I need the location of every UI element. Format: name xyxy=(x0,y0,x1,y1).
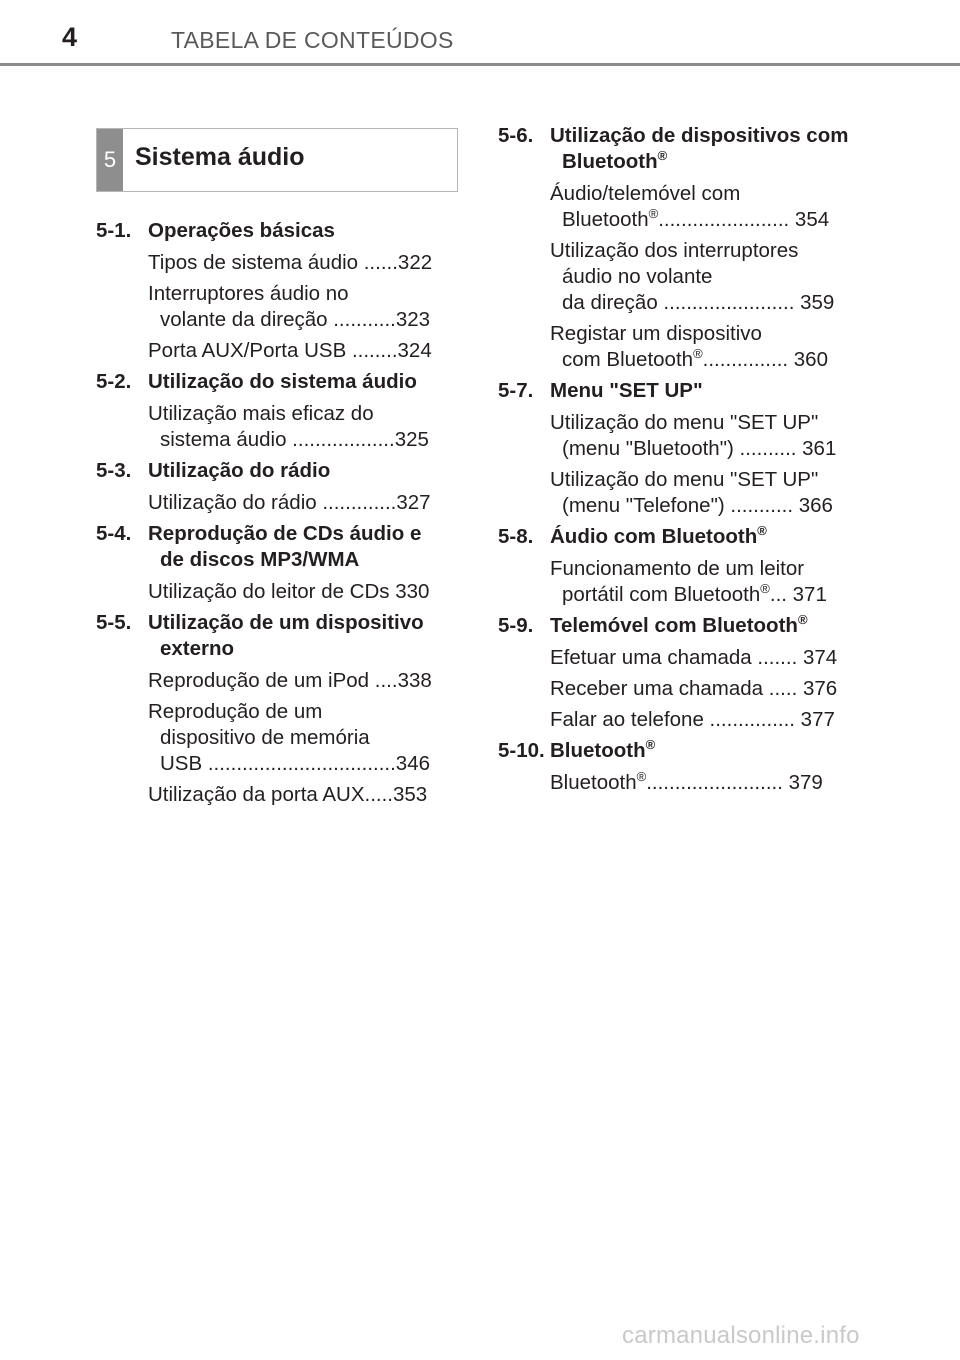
chapter-heading[interactable] xyxy=(96,521,448,573)
toc-entry[interactable] xyxy=(148,782,448,808)
chapter-title-text: Operações básicas xyxy=(148,219,335,242)
section-title: Sistema áudio xyxy=(135,143,305,171)
chapter-number: 5-6. xyxy=(498,124,534,147)
toc-entry-text: Áudio/telemóvel com Bluetooth xyxy=(550,182,741,231)
chapter-title xyxy=(148,610,448,662)
chapter-number: 5-10. xyxy=(498,739,545,762)
chapter-number: 5-4. xyxy=(96,522,132,545)
chapter-heading[interactable] xyxy=(498,123,850,175)
chapter-title xyxy=(550,738,850,764)
toc-entry[interactable] xyxy=(550,645,850,671)
chapter-title xyxy=(148,369,448,395)
page-header xyxy=(0,0,960,68)
section-heading-box xyxy=(96,128,458,192)
toc-entry-text: Utilização do menu "SET UP" (menu "Telefone") ........... 366 xyxy=(550,468,833,517)
registered-mark: ® xyxy=(645,737,656,753)
toc-entry-text: Funcionamento de um leitor portátil com Bluetooth xyxy=(550,557,805,606)
chapter-heading[interactable] xyxy=(498,378,850,404)
chapter-heading[interactable] xyxy=(498,738,850,764)
toc-entry-text: Utilização dos interruptores áudio no volante da direção ....................... 359 xyxy=(550,239,835,314)
page-number: 4 xyxy=(62,22,78,52)
toc-entry[interactable] xyxy=(550,707,850,733)
chapter-heading[interactable] xyxy=(498,613,850,639)
chapter-number: 5-7. xyxy=(498,379,534,402)
chapter-title-text: Telemóvel com Bluetooth xyxy=(550,614,798,637)
chapter-title xyxy=(550,524,850,550)
chapter-heading[interactable] xyxy=(96,369,448,395)
section-number-tab: 5 xyxy=(97,129,123,191)
registered-mark: ® xyxy=(636,769,647,785)
toc-entry[interactable] xyxy=(550,556,850,608)
header-title: TABELA DE CONTEÚDOS xyxy=(171,27,454,53)
toc-entry[interactable] xyxy=(148,281,448,333)
header-divider xyxy=(0,63,960,66)
chapter-heading[interactable] xyxy=(96,458,448,484)
toc-entry-page: ....................... 354 xyxy=(658,208,830,231)
chapter-title-text: Bluetooth xyxy=(550,739,646,762)
toc-entry[interactable] xyxy=(148,250,448,276)
toc-entry[interactable] xyxy=(148,401,448,453)
toc-entry-text: Efetuar uma chamada ....... 374 xyxy=(550,646,838,669)
watermark: carmanualsonline.info xyxy=(622,1322,860,1349)
toc-entry[interactable] xyxy=(550,770,850,796)
toc-entry[interactable] xyxy=(550,676,850,702)
toc-entry-text: Interruptores áudio no volante da direção ...........323 xyxy=(148,282,431,331)
chapter-number: 5-8. xyxy=(498,525,534,548)
toc-entry[interactable] xyxy=(148,668,448,694)
toc-entry[interactable] xyxy=(550,181,850,233)
chapter-number: 5-9. xyxy=(498,614,534,637)
toc-entry-page: ............... 360 xyxy=(702,348,828,371)
chapter-title xyxy=(550,613,850,639)
toc-entry-text: Registar um dispositivo com Bluetooth xyxy=(550,322,762,371)
toc-entry-page: ... 371 xyxy=(769,583,827,606)
toc-entry[interactable] xyxy=(550,410,850,462)
toc-entry-text: Reprodução de um dispositivo de memória USB .................................346 xyxy=(148,700,431,775)
chapter-number: 5-2. xyxy=(96,370,132,393)
chapter-heading[interactable] xyxy=(498,524,850,550)
toc-entry-text: Utilização do rádio .............327 xyxy=(148,491,431,514)
toc-entry[interactable] xyxy=(148,338,448,364)
chapter-title-text: Menu "SET UP" xyxy=(550,379,703,402)
toc-entry[interactable] xyxy=(148,579,448,605)
toc-entry-text: Tipos de sistema áudio ......322 xyxy=(148,251,433,274)
toc-entry[interactable] xyxy=(550,467,850,519)
registered-mark: ® xyxy=(693,346,703,362)
toc-entry[interactable] xyxy=(550,321,850,373)
registered-mark: ® xyxy=(797,612,808,628)
toc-right-column xyxy=(498,123,850,801)
chapter-title-text: Utilização de dispositivos com Bluetooth xyxy=(550,124,849,173)
toc-entry-page: ........................ 379 xyxy=(646,771,823,794)
chapter-title-text: Utilização do rádio xyxy=(148,459,331,482)
chapter-title xyxy=(550,378,850,404)
toc-entry-text: Utilização do leitor de CDs 330 xyxy=(148,580,430,603)
toc-entry[interactable] xyxy=(550,238,850,316)
registered-mark: ® xyxy=(760,581,770,597)
toc-entry-text: Receber uma chamada ..... 376 xyxy=(550,677,838,700)
chapter-number: 5-5. xyxy=(96,611,132,634)
toc-left-column xyxy=(96,218,448,813)
toc-entry[interactable] xyxy=(148,699,448,777)
chapter-heading[interactable] xyxy=(96,610,448,662)
chapter-title-text: Utilização de um dispositivo externo xyxy=(148,611,424,660)
toc-entry-text: Utilização da porta AUX.....353 xyxy=(148,783,428,806)
chapter-title xyxy=(148,458,448,484)
toc-entry-text: Utilização mais eficaz do sistema áudio ..................325 xyxy=(148,402,429,451)
toc-entry[interactable] xyxy=(148,490,448,516)
chapter-title-text: Utilização do sistema áudio xyxy=(148,370,417,393)
chapter-number: 5-1. xyxy=(96,219,132,242)
registered-mark: ® xyxy=(757,523,767,539)
chapter-title xyxy=(148,218,448,244)
chapter-title xyxy=(148,521,448,573)
toc-entry-text: Bluetooth xyxy=(550,771,637,794)
registered-mark: ® xyxy=(648,206,659,222)
chapter-title xyxy=(550,123,850,175)
toc-entry-text: Falar ao telefone ............... 377 xyxy=(550,708,835,731)
toc-entry-text: Utilização do menu "SET UP" (menu "Bluetooth") .......... 361 xyxy=(550,411,837,460)
registered-mark: ® xyxy=(657,148,668,164)
toc-entry-text: Reprodução de um iPod ....338 xyxy=(148,669,432,692)
chapter-title-text: Reprodução de CDs áudio e de discos MP3/WMA xyxy=(148,522,422,571)
toc-entry-text: Porta AUX/Porta USB ........324 xyxy=(148,339,432,362)
chapter-title-text: Áudio com Bluetooth xyxy=(550,525,758,548)
chapter-number: 5-3. xyxy=(96,459,132,482)
chapter-heading[interactable] xyxy=(96,218,448,244)
